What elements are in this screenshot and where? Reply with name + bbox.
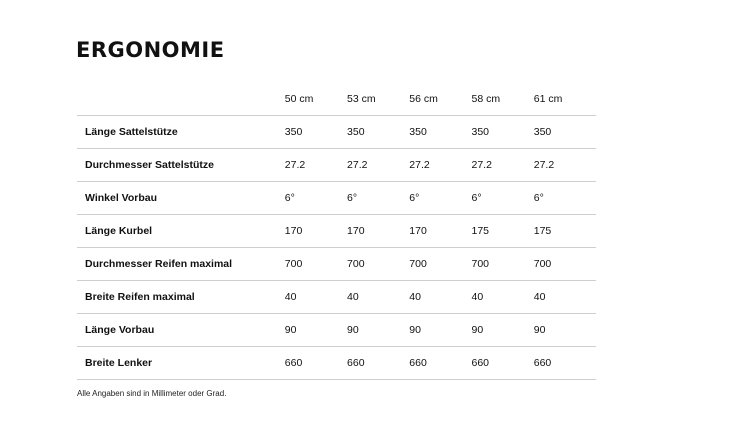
table-row	[77, 149, 596, 182]
table-cell: 170	[347, 215, 409, 248]
row-label: Durchmesser Reifen maximal	[77, 248, 285, 281]
table-cell: 175	[534, 215, 596, 248]
table-cell: 350	[285, 116, 347, 149]
table-cell: 6°	[409, 182, 471, 215]
table-row	[77, 182, 596, 215]
footnote: Alle Angaben sind in Millimeter oder Grad.	[77, 389, 227, 398]
table-cell: 40	[534, 281, 596, 314]
table-row	[77, 248, 596, 281]
table-cell: 350	[409, 116, 471, 149]
table-cell: 40	[472, 281, 534, 314]
size-column-header: 61 cm	[533, 93, 563, 105]
table-cell: 350	[472, 116, 534, 149]
table-cell: 660	[285, 347, 347, 380]
table-cell: 40	[347, 281, 409, 314]
table-row	[77, 116, 596, 149]
table-cell: 700	[285, 248, 347, 281]
table-cell: 170	[409, 215, 471, 248]
table-cell: 90	[409, 314, 471, 347]
table-row	[77, 314, 596, 347]
table-cell: 660	[409, 347, 471, 380]
table-cell: 660	[534, 347, 596, 380]
row-label: Länge Sattelstütze	[77, 116, 285, 149]
table-cell: 40	[409, 281, 471, 314]
table-cell: 27.2	[285, 149, 347, 182]
table-cell: 700	[347, 248, 409, 281]
row-label: Länge Kurbel	[77, 215, 285, 248]
row-label: Länge Vorbau	[77, 314, 285, 347]
table-cell: 6°	[472, 182, 534, 215]
table-cell: 6°	[285, 182, 347, 215]
table-cell: 90	[347, 314, 409, 347]
table-row	[77, 347, 596, 380]
table-cell: 660	[472, 347, 534, 380]
table-cell: 350	[534, 116, 596, 149]
table-cell: 27.2	[409, 149, 471, 182]
table-cell: 660	[347, 347, 409, 380]
table-cell: 700	[534, 248, 596, 281]
ergonomics-table	[77, 83, 596, 380]
table-cell: 170	[285, 215, 347, 248]
table-cell: 27.2	[472, 149, 534, 182]
size-column-header: 50 cm	[284, 93, 314, 105]
table-cell: 27.2	[534, 149, 596, 182]
table-cell: 90	[534, 314, 596, 347]
table-row	[77, 215, 596, 248]
size-column-header: 56 cm	[409, 93, 438, 105]
table-cell: 350	[347, 116, 409, 149]
header-label-cell	[77, 83, 285, 116]
size-column-header: 58 cm	[471, 93, 501, 105]
row-label: Durchmesser Sattelstütze	[77, 149, 285, 182]
row-label: Winkel Vorbau	[77, 182, 285, 215]
table-row	[77, 281, 596, 314]
table-cell: 6°	[534, 182, 596, 215]
table-cell: 6°	[347, 182, 409, 215]
table-cell: 700	[409, 248, 471, 281]
page-title: ERGONOMIE	[76, 38, 225, 62]
table-cell: 90	[472, 314, 534, 347]
table-cell: 27.2	[347, 149, 409, 182]
row-label: Breite Lenker	[77, 347, 285, 380]
table-cell: 90	[285, 314, 347, 347]
table-cell: 175	[472, 215, 534, 248]
table-cell: 40	[285, 281, 347, 314]
table-cell: 700	[472, 248, 534, 281]
table-header-row	[77, 83, 596, 116]
size-column-header: 53 cm	[347, 93, 376, 105]
row-label: Breite Reifen maximal	[77, 281, 285, 314]
